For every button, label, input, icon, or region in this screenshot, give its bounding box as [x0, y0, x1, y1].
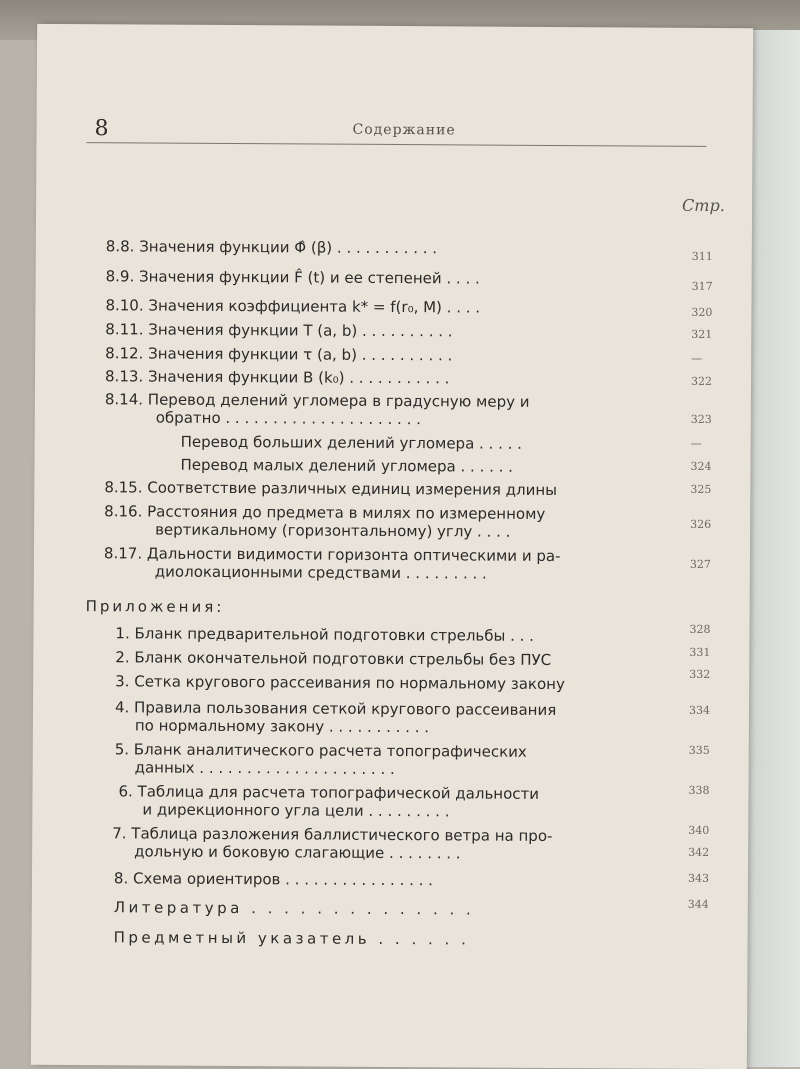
literature-label: Литература	[113, 898, 243, 918]
toc-page-8-8: 311	[691, 249, 713, 263]
toc-page-large-divisions: —	[690, 436, 702, 450]
toc-page-8-11: 321	[691, 327, 713, 341]
index-dots: . . . . . .	[370, 929, 470, 949]
toc-page-8-15: 325	[690, 482, 712, 496]
toc-entry-8-16-cont: вертикальному (горизонтальному) углу . . . .	[155, 520, 511, 541]
literature-page: 344	[687, 897, 709, 911]
toc-entry-8-14: 8.14. Перевод делений угломера в градусную меру и	[104, 390, 530, 411]
toc-page-8-9: 317	[691, 279, 713, 293]
toc-page-8-17: 327	[689, 557, 711, 571]
toc-entry-8-17: 8.17. Дальности видимости горизонта оптическими и ра-	[103, 544, 561, 566]
appendix-item-4: 4. Правила пользования сеткой кругового рассеивания	[114, 698, 557, 720]
appendix-item-2: 2. Бланк окончательной подготовки стрельбы без ПУС	[115, 648, 552, 669]
toc-page-8-14: 323	[690, 412, 712, 426]
toc-entry-8-17-cont: диолокационными средствами . . . . . . . . .	[154, 562, 487, 583]
appendix-page-3: 332	[689, 667, 711, 681]
appendix-page-8: 343	[687, 871, 710, 885]
literature-dots: . . . . . . . . . . . . . .	[242, 899, 475, 919]
toc-page-small-divisions: 324	[690, 459, 712, 473]
appendix-item-3: 3. Сетка кругового рассеивания по нормальному закону	[115, 672, 565, 694]
toc-page-8-16: 326	[690, 517, 712, 531]
appendix-page-4: 334	[688, 703, 711, 717]
appendix-title: Приложения:	[85, 597, 225, 616]
appendix-item-6: 6. Таблица для расчета топографической дальности	[118, 782, 540, 803]
toc-entry-8-16: 8.16. Расстояния до предмета в милях по измеренному	[104, 502, 546, 523]
toc-entry-8-13: 8.13. Значения функции B (k₀) . . . . . . . . . . .	[104, 367, 450, 388]
toc-page-8-13: 322	[690, 374, 713, 388]
appendix-item-6-cont: и дирекционного угла цели . . . . . . . . .	[142, 800, 450, 821]
appendix-page-6: 338	[688, 783, 710, 797]
toc-page-8-12: —	[691, 351, 703, 365]
appendix-item-4-cont: по нормальному закону . . . . . . . . . . .	[134, 716, 430, 737]
appendix-page-2: 331	[689, 645, 711, 659]
toc-entry-8-8: 8.8. Значения функции Φ̂ (β) . . . . . . . . . . .	[105, 237, 438, 258]
appendix-page-7: 340	[688, 823, 710, 837]
toc-entry-8-12: 8.12. Значения функции τ (a, b) . . . . . . . . . .	[105, 344, 453, 365]
appendix-item-1: 1. Бланк предварительной подготовки стрельбы . . .	[115, 624, 535, 645]
appendix-item-7-cont: дольную и боковую слагающие . . . . . . . .	[134, 842, 461, 863]
running-head-title: Содержание	[352, 121, 456, 139]
appendix-item-5: 5. Бланк аналитического расчета топографических	[114, 740, 527, 761]
toc-page-8-10: 320	[691, 305, 713, 319]
toc-entry-8-9: 8.9. Значения функции F̂ (t) и ее степеней . . . .	[105, 267, 480, 288]
appendix-page-7b: 342	[688, 845, 710, 859]
appendix-item-7: 7. Таблица разложения баллистического ветра на про-	[112, 824, 553, 845]
literature-entry	[114, 898, 475, 918]
table-of-contents	[31, 24, 753, 1069]
page-number: 8	[94, 116, 109, 142]
toc-entry-8-11: 8.11. Значения функции T (a, b) . . . . . . . . . .	[105, 320, 453, 341]
index-label: Предметный указатель	[113, 928, 371, 948]
toc-entry-8-10: 8.10. Значения коэффициента k* = f(r₀, M) . . . .	[105, 296, 481, 317]
appendix-page-5: 335	[688, 743, 710, 757]
appendix-item-5-cont: данных . . . . . . . . . . . . . . . . . . . . .	[134, 758, 395, 779]
appendix-item-8: 8. Схема ориентиров . . . . . . . . . . . . . . . .	[113, 869, 434, 890]
toc-subentry-small-divisions: Перевод малых делений угломера . . . . . .	[180, 455, 514, 476]
book-page	[31, 24, 753, 1069]
toc-entry-8-15: 8.15. Соответствие различных единиц измерения длины	[104, 478, 558, 500]
toc-subentry-large-divisions: Перевод больших делений угломера . . . . .	[180, 432, 523, 453]
toc-entry-8-14-cont: обратно . . . . . . . . . . . . . . . . . . . . .	[155, 408, 421, 429]
index-entry	[114, 928, 470, 948]
appendix-page-1: 328	[689, 622, 711, 636]
page-column-label: Стр.	[682, 195, 725, 216]
